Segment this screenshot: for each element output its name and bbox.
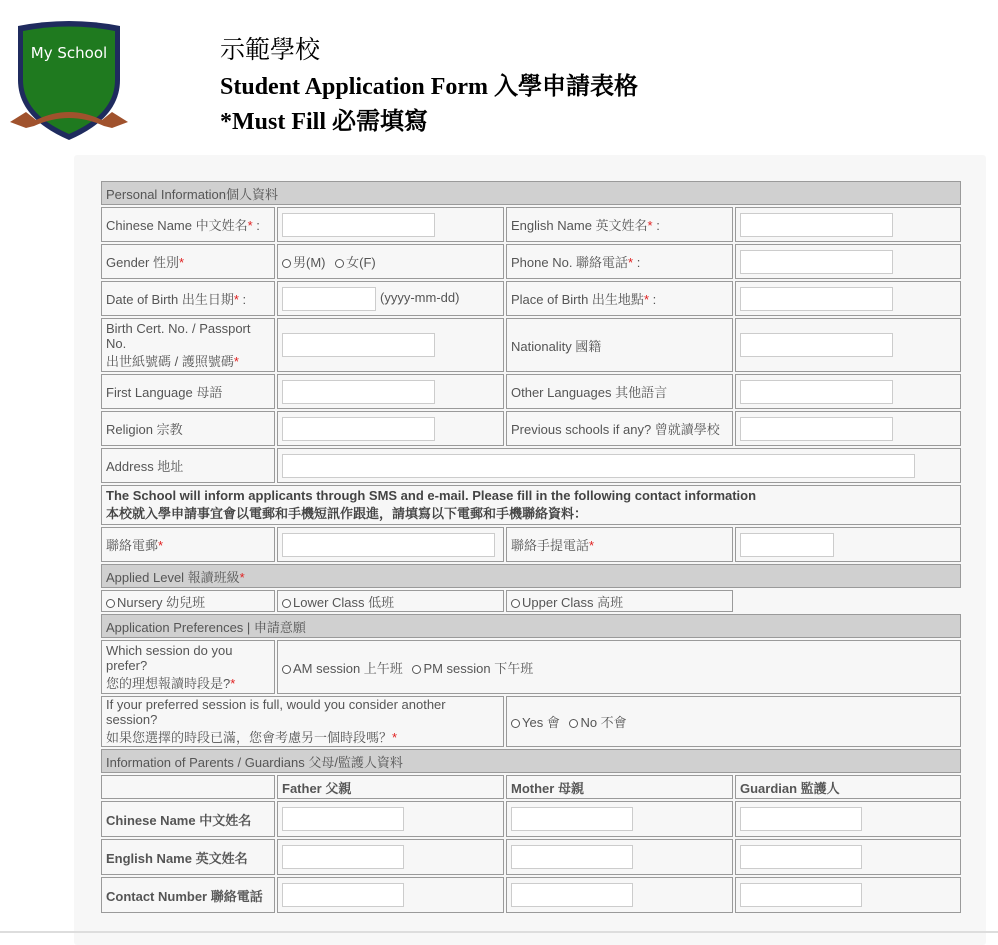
parent-english-name-label: English Name 英文姓名 [101, 839, 275, 875]
must-fill-note: *Must Fill 必需填寫 [220, 109, 428, 135]
guardian-contact-number-input[interactable] [740, 883, 862, 907]
phone-input[interactable] [740, 250, 893, 274]
first-language-label: First Language 母語 [101, 374, 275, 409]
father-contact-number-input[interactable] [282, 883, 404, 907]
phone-label: Phone No. 聯絡電話* : [506, 244, 733, 279]
school-name: 示範學校 [220, 35, 321, 64]
radio-icon [569, 719, 578, 728]
level-section-header: Applied Level 報讀班級* [101, 564, 961, 588]
other-languages-input[interactable] [740, 380, 893, 404]
father-chinese-name-input[interactable] [282, 807, 404, 831]
radio-icon [511, 599, 520, 608]
previous-schools-input[interactable] [740, 417, 893, 441]
radio-icon [106, 599, 115, 608]
session-question: Which session do you prefer? 您的理想報讀時段是?* [101, 640, 275, 694]
school-logo [8, 18, 130, 142]
radio-icon [335, 259, 344, 268]
gender-female-radio[interactable]: 女(F) [335, 255, 376, 270]
personal-section-header: Personal Information個人資料 [101, 181, 961, 205]
chinese-name-label: Chinese Name 中文姓名* : [101, 207, 275, 242]
alt-yes-radio[interactable]: Yes 會 [511, 715, 560, 730]
parents-section-header: Information of Parents / Guardians 父母/監護人資料 [101, 749, 961, 773]
religion-input[interactable] [282, 417, 435, 441]
radio-icon [511, 719, 520, 728]
english-name-input[interactable] [740, 213, 893, 237]
guardian-chinese-name-input[interactable] [740, 807, 862, 831]
address-label: Address 地址 [101, 448, 275, 483]
pob-label: Place of Birth 出生地點* : [506, 281, 733, 316]
nationality-input[interactable] [740, 333, 893, 357]
father-column-header: Father 父親 [277, 775, 504, 799]
parent-contact-number-label: Contact Number 聯絡電話 [101, 877, 275, 913]
address-input[interactable] [282, 454, 915, 478]
english-name-label: English Name 英文姓名* : [506, 207, 733, 242]
application-form [99, 179, 963, 915]
mobile-input[interactable] [740, 533, 834, 557]
level-upper-radio[interactable]: Upper Class 高班 [506, 590, 733, 612]
logo-text: My School [30, 44, 108, 62]
mother-column-header: Mother 母親 [506, 775, 733, 799]
birth-cert-input[interactable] [282, 333, 435, 357]
birth-cert-label: Birth Cert. No. / Passport No. 出世紙號碼 / 護照號碼* [101, 318, 275, 372]
father-english-name-input[interactable] [282, 845, 404, 869]
contact-notice: The School will inform applicants through SMS and e-mail. Please fill in the following contact information 本校就入學申請事宜會以電郵和手機短訊作跟進，請填寫以下電郵和手機聯絡資料： [101, 485, 961, 525]
radio-icon [282, 259, 291, 268]
other-languages-label: Other Languages 其他語言 [506, 374, 733, 409]
nationality-label: Nationality 國籍 [506, 318, 733, 372]
dob-input[interactable] [282, 287, 376, 311]
preferences-section-header: Application Preferences | 申請意願 [101, 614, 961, 638]
radio-icon [282, 665, 291, 674]
level-lower-radio[interactable]: Lower Class 低班 [277, 590, 504, 612]
chinese-name-input[interactable] [282, 213, 435, 237]
am-session-radio[interactable]: AM session 上午班 [282, 661, 403, 676]
gender-male-radio[interactable]: 男(M) [282, 255, 326, 270]
religion-label: Religion 宗教 [101, 411, 275, 446]
mother-chinese-name-input[interactable] [511, 807, 633, 831]
mother-contact-number-input[interactable] [511, 883, 633, 907]
mobile-label: 聯絡手提電話* [506, 527, 733, 562]
gender-label: Gender 性別* [101, 244, 275, 279]
previous-schools-label: Previous schools if any? 曾就讀學校 [506, 411, 733, 446]
email-label: 聯絡電郵* [101, 527, 275, 562]
mother-english-name-input[interactable] [511, 845, 633, 869]
dob-format-hint: (yyyy-mm-dd) [380, 289, 460, 305]
dob-label: Date of Birth 出生日期* : [101, 281, 275, 316]
email-input[interactable] [282, 533, 495, 557]
level-nursery-radio[interactable]: Nursery 幼兒班 [101, 590, 275, 612]
alt-session-question: If your preferred session is full, would you consider another session? 如果您選擇的時段已滿，您會考慮另一個時段嗎？* [101, 696, 504, 747]
guardian-column-header: Guardian 監護人 [735, 775, 961, 799]
radio-icon [282, 599, 291, 608]
guardian-english-name-input[interactable] [740, 845, 862, 869]
parent-chinese-name-label: Chinese Name 中文姓名 [101, 801, 275, 837]
alt-no-radio[interactable]: No 不會 [569, 715, 626, 730]
pm-session-radio[interactable]: PM session 下午班 [412, 661, 533, 676]
radio-icon [412, 665, 421, 674]
form-title: Student Application Form 入學申請表格 [220, 74, 639, 100]
first-language-input[interactable] [282, 380, 435, 404]
pob-input[interactable] [740, 287, 893, 311]
